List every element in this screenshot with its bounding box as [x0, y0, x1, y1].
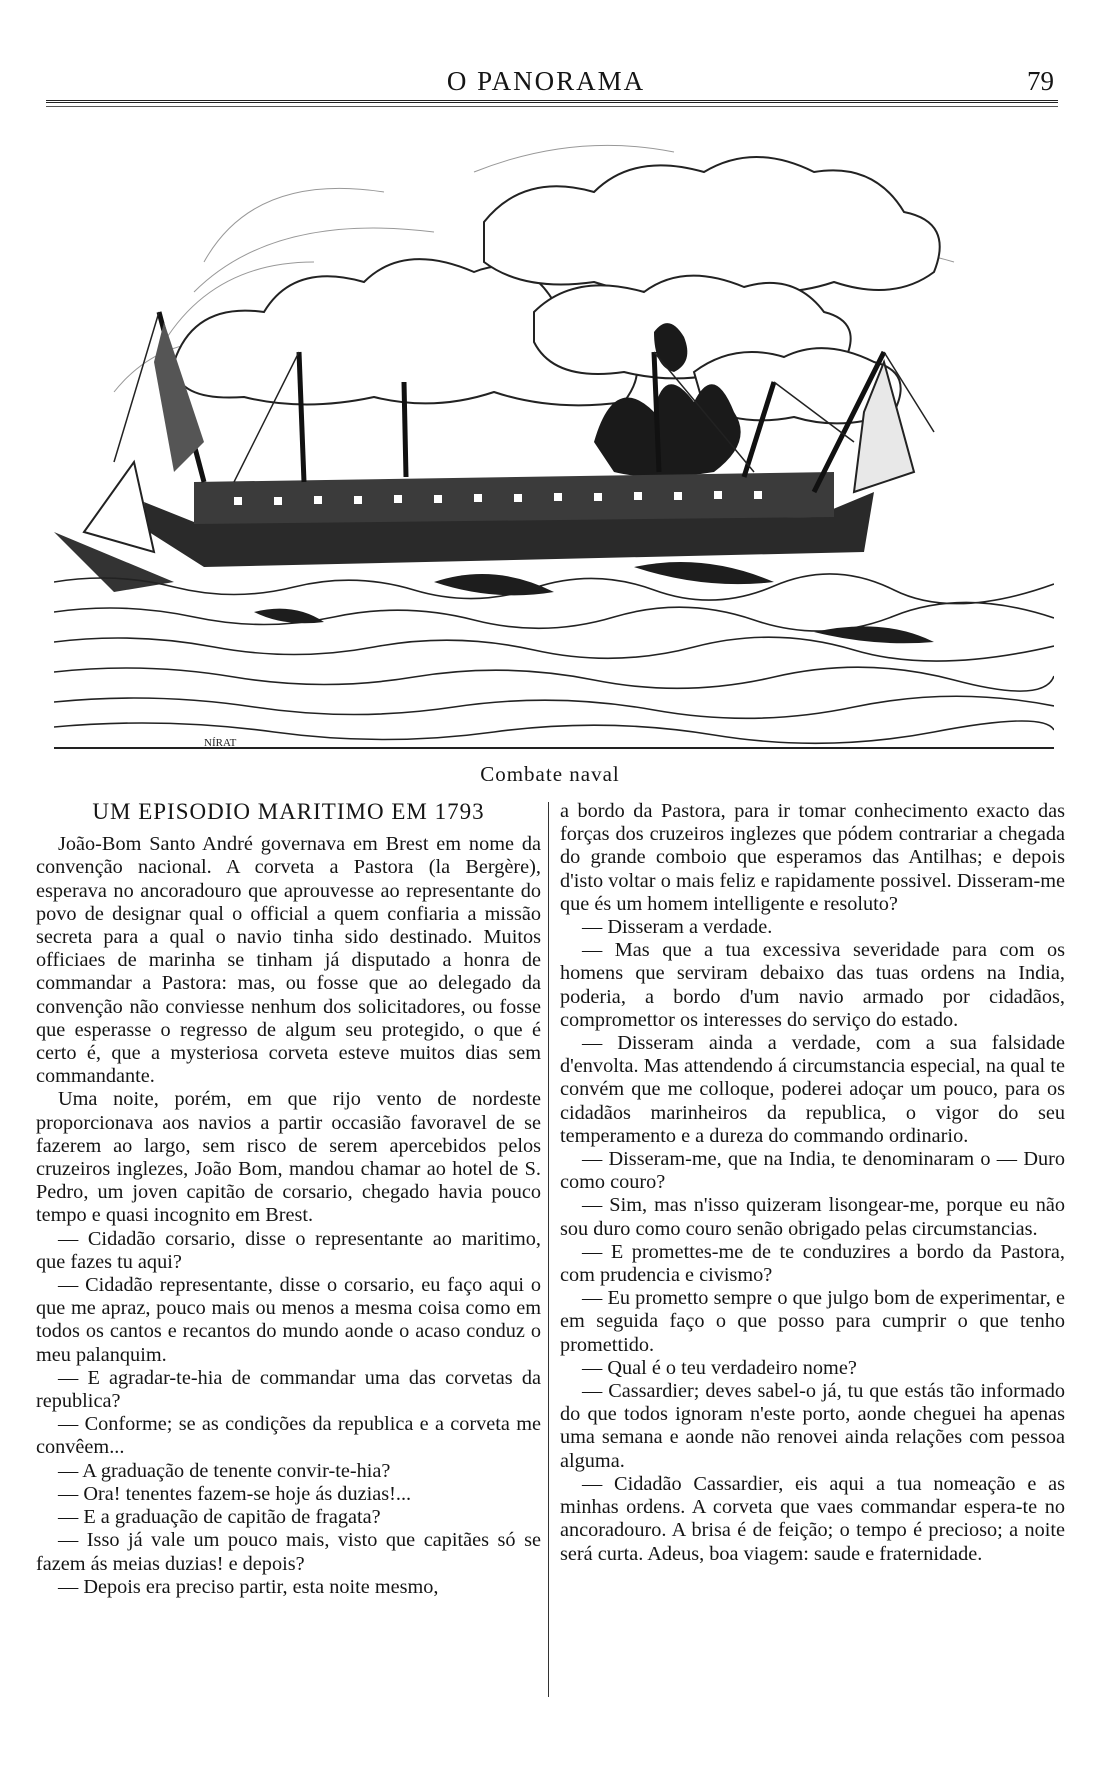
- article-column-left: [36, 800, 541, 1599]
- dialogue-line: — Cidadão corsario, disse o representante ao maritimo, que fazes tu aqui?: [36, 1227, 541, 1273]
- engraver-signature: NÍRAT: [204, 737, 237, 749]
- dialogue-line: — Disseram a verdade.: [582, 916, 773, 939]
- dialogue-line: — E agradar-te-hia de commandar uma das corvetas da republica?: [36, 1366, 541, 1413]
- running-head: [34, 62, 1058, 104]
- dialogue-line: — Depois era preciso partir, esta noite mesmo,: [58, 1575, 439, 1598]
- dialogue-line: — Isso já vale um pouco mais, visto que capitães só se fazem ás meias duzias! e depois?: [36, 1529, 541, 1575]
- dialogue-line: — Ora! tenentes fazem-se hoje ás duzias!...: [58, 1482, 412, 1505]
- article-paragraph: João-Bom Santo André governava em Brest em nome da convenção nacional. A corveta a Pastora (la Bergère), esperava no ancoradouro que aprouvesse ao representante do povo de designar qual o official a quem confiaria a missão secreta para a qual o navio tinha sido destinado. Muitos officiaes de marinha se tinham já disputado a honra de commandar a Pastora: mas, ou fosse que ao delegado da convenção não conviesse nenhum dos solicitadores, ou fosse que esperasse o regresso de algum seu protegido, o que é certo é, que a mysteriosa corveta esteve muitos dias sem commandante.: [36, 833, 541, 1088]
- page-number: 79: [1027, 66, 1054, 96]
- article-paragraph: a bordo da Pastora, para ir tomar conhecimento exacto das forças dos cruzeiros inglezes que pódem contrariar a chegada do grande comboio que esperamos das Antilhas; e depois d'isto voltar o mais feliz e rapidamente possivel. Disseram-me que és um homem intelligente e resoluto?: [560, 800, 1065, 915]
- journal-title: O PANORAMA: [446, 66, 646, 96]
- dialogue-line: — Cidadão representante, disse o corsario, eu faço aqui o que me apraz, pouco mais ou menos a mesma coisa como em todos os cantos e recantos do mundo aonde o acaso conduz o meu palanquim.: [36, 1274, 541, 1366]
- illustration-caption: Combate naval: [480, 762, 620, 786]
- dialogue-line: — Disseram ainda a verdade, com a sua falsidade d'envolta. Mas attendendo á circumstancia especial, na qual te convém que me colloque, poderei adoçar um pouco, para os cidadãos marinheiros da republica, o vigor do seu temperamento e a dureza do commando ordinario.: [560, 1032, 1065, 1147]
- dialogue-line: — Cidadão Cassardier, eis aqui a tua nomeação e as minhas ordens. A corveta que vaes commandar espera-te no ancoradouro. A brisa é de feição; o tempo é precioso; a noite será curta. Adeus, boa viagem: saude e fraternidade.: [560, 1472, 1065, 1565]
- dialogue-line: — E promettes-me de te conduzires a bordo da Pastora, com prudencia e civismo?: [560, 1240, 1065, 1287]
- column-divider: [548, 802, 549, 1697]
- header-rule-thin: [46, 106, 1058, 107]
- article-paragraph: Uma noite, porém, em que rijo vento de nordeste proporcionava aos navios a partir occasião favoravel de se fazerem ao largo, sem risco de serem apercebidos pelos cruzeiros inglezes, João Bom, mandou chamar ao hotel de S. Pedro, um joven capitão de corsario, chegado havia pouco tempo e quasi incognito em Brest.: [36, 1088, 541, 1227]
- dialogue-line: — Mas que a tua excessiva severidade para com os homens que serviram debaixo das tuas ordens na India, poderia, a bordo d'um navio armado por cidadãos, compromettor os interesses do serviço do estado.: [560, 939, 1065, 1031]
- header-rule: [46, 100, 1058, 103]
- dialogue-line: — E a graduação de capitão de fragata?: [58, 1506, 381, 1529]
- dialogue-line: — Disseram-me, que na India, te denominaram o — Duro como couro?: [560, 1148, 1065, 1194]
- dialogue-line: — Qual é o teu verdadeiro nome?: [582, 1356, 857, 1379]
- article-column-right: [560, 800, 1065, 1566]
- dialogue-line: — Eu prometto sempre o que julgo bom de experimentar, e em seguida faço o que posso para cumprir o que tenho promettido.: [560, 1287, 1065, 1356]
- naval-battle-engraving: [54, 112, 1054, 752]
- dialogue-line: — A graduação de tenente convir-te-hia?: [58, 1459, 391, 1482]
- article-title: UM EPISODIO MARITIMO EM 1793: [92, 799, 485, 824]
- dialogue-line: — Conforme; se as condições da republica e a corveta me convêem...: [36, 1413, 541, 1459]
- dialogue-line: — Sim, mas n'isso quizeram lisongear-me, porque eu não sou duro como couro senão obrigado pelas circumstancias.: [560, 1194, 1065, 1240]
- dialogue-line: — Cassardier; deves sabel-o já, tu que estás tão informado do que todos ignoram n'este porto, aonde cheguei ha apenas uma semana e aonde não renovei ainda relações com pessoa alguma.: [560, 1380, 1065, 1472]
